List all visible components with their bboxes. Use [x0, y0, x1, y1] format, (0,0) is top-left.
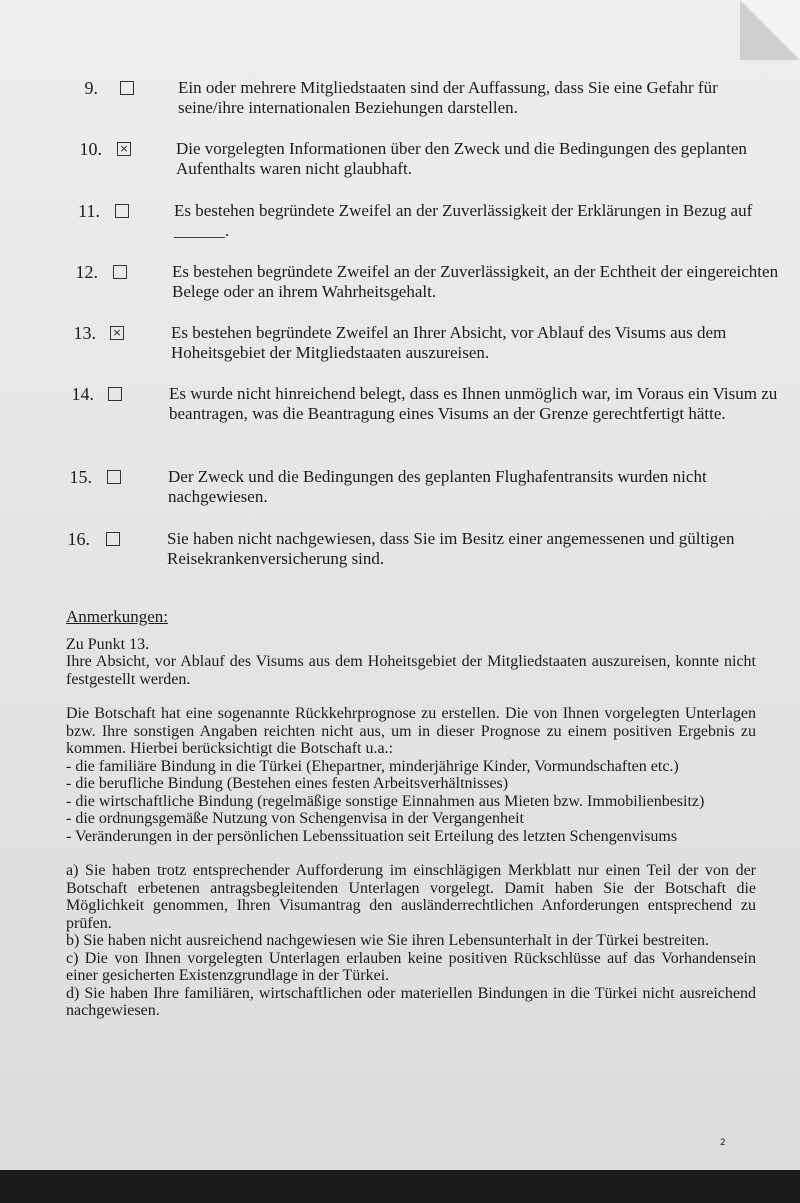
reason-number: 16. [67, 529, 90, 549]
remarks-paragraph: Die Botschaft hat eine sogenannte Rückkehrprognose zu erstellen. Die von Ihnen vorgelegten Unterlagen bzw. Ihre sonstigen Angaben reichten nicht aus, um in dieser Prognose zu einem positiven Ergebnis zu kommen. Hierbei berücksichtigt die Botschaft u.a.: [66, 705, 756, 757]
reason-text: Es wurde nicht hinreichend belegt, dass es Ihnen unmöglich war, im Voraus ein Visum zu beantragen, was die Beantragung eines Visums an der Grenze gerechtfertigt hätte. [169, 384, 778, 423]
reason-number: 10. [79, 139, 102, 159]
bullet-item: - die ordnungsgemäße Nutzung von Schengenvisa in der Vergangenheit [66, 810, 524, 827]
remarks-section [66, 608, 756, 1020]
remarks-intro: Ihre Absicht, vor Ablauf des Visums aus dem Hoheitsgebiet der Mitgliedstaaten auszureisen, konnte nicht festgestellt werden. [66, 653, 756, 688]
reason-text: Der Zweck und die Bedingungen des geplanten Flughafentransits wurden nicht nachgewiesen. [168, 467, 707, 506]
remark-point-b: b) Sie haben nicht ausreichend nachgewiesen wie Sie ihren Lebensunterhalt in der Türkei bestreiten. [66, 932, 710, 949]
reason-text: Es bestehen begründete Zweifel an der Zuverlässigkeit der Erklärungen in Bezug auf ______. [174, 201, 753, 240]
reason-number: 11. [78, 201, 100, 221]
spacer [66, 845, 756, 862]
remark-point-a: a) Sie haben trotz entsprechender Aufforderung im einschlägigen Merkblatt nur einen Teil der von der Botschaft erbetenen antragsbegleitenden Unterlagen vorgelegt. Damit haben Sie der Botschaft die Möglichkeit genommen, Ihren Visumantrag den ausländerrechtlichen Anforderungen entsprechend zu prüfen. [66, 862, 756, 932]
reason-number: 12. [75, 262, 98, 282]
bullet-item: - die wirtschaftliche Bindung (regelmäßige sonstige Einnahmen aus Mieten bzw. Immobilienbesitz) [66, 792, 705, 810]
reason-text: Es bestehen begründete Zweifel an der Zuverlässigkeit, an der Echtheit der eingereichten Belege oder an ihrem Wahrheitsgehalt. [172, 262, 779, 301]
reason-number: 9. [84, 78, 98, 98]
remarks-heading: Anmerkungen: [66, 607, 168, 626]
reason-number: 13. [73, 323, 96, 343]
reason-number: 14. [71, 384, 94, 404]
spacer [66, 688, 756, 705]
reason-checkbox[interactable] [120, 81, 134, 95]
reason-checkbox[interactable] [115, 204, 129, 218]
bullet-item: - die berufliche Bindung (Bestehen eines festen Arbeitsverhältnisses) [66, 775, 509, 792]
reason-text: Die vorgelegten Informationen über den Zweck und die Bedingungen des geplanten Aufenthalts waren nicht glaubhaft. [176, 139, 747, 178]
reason-checkbox[interactable] [106, 532, 120, 546]
reason-checkbox[interactable] [107, 470, 121, 484]
remark-point-c: c) Die von Ihnen vorgelegten Unterlagen erlauben keine positiven Rückschlüsse auf das Vorhandensein einer gesicherten Existenzgrundlage in der Türkei. [66, 949, 756, 984]
reason-text: Sie haben nicht nachgewiesen, dass Sie im Besitz einer angemessenen und gültigen Reisekrankenversicherung sind. [167, 529, 735, 568]
reason-text: Ein oder mehrere Mitgliedstaaten sind der Auffassung, dass Sie eine Gefahr für seine/ihre internationalen Beziehungen darstellen. [178, 78, 718, 117]
folded-corner [740, 0, 800, 60]
bullet-item: - Veränderungen in der persönlichen Lebenssituation seit Erteilung des letzten Schengenvisums [66, 827, 678, 845]
page-number: 2 [720, 1138, 726, 1148]
reason-checkbox[interactable]: × [110, 326, 124, 340]
reason-checkbox[interactable] [108, 387, 122, 401]
bullet-item: - die familiäre Bindung in die Türkei (Ehepartner, minderjährige Kinder, Vormundschaften etc.) [66, 757, 679, 775]
reason-text: Es bestehen begründete Zweifel an Ihrer Absicht, vor Ablauf des Visums aus dem Hoheitsgebiet der Mitgliedstaaten auszureisen. [171, 323, 727, 362]
reason-checkbox[interactable] [113, 265, 127, 279]
point-reference: Zu Punkt 13. [66, 635, 150, 653]
reason-checkbox[interactable]: × [117, 142, 131, 156]
remark-point-d: d) Sie haben Ihre familiären, wirtschaftlichen oder materiellen Bindungen in die Türkei nicht ausreichend nachgewiesen. [66, 984, 756, 1019]
reason-number: 15. [69, 467, 92, 487]
